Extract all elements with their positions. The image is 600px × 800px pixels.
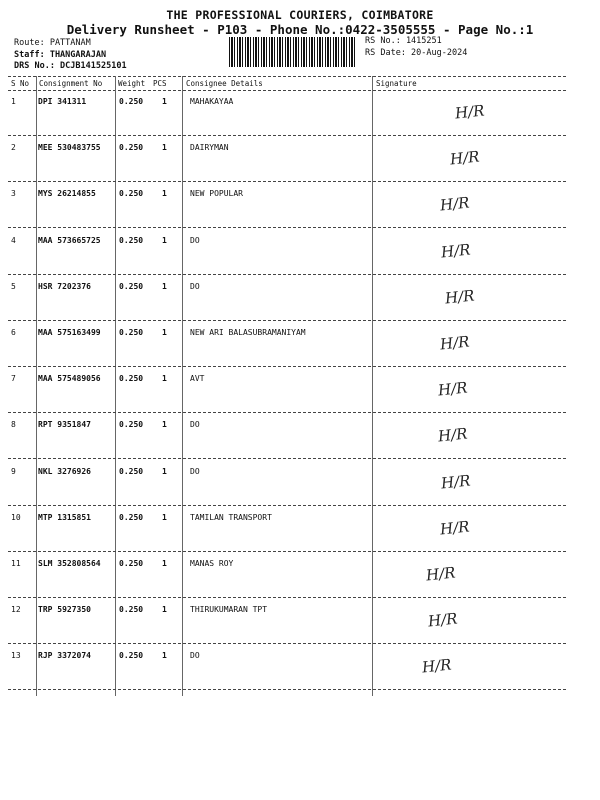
- row-weight: 0.250: [119, 328, 144, 337]
- row-consignee: DO: [190, 281, 200, 291]
- row-weight: 0.250: [119, 281, 144, 291]
- row-weight: 0.250: [119, 605, 144, 615]
- row-divider: [8, 320, 566, 321]
- handwritten-signature: H/R: [439, 193, 471, 215]
- row-consignee: DO: [190, 466, 200, 476]
- row-sno: 1: [11, 97, 16, 106]
- runsheet-title: Delivery Runsheet - P103 - Phone No.:0422-3505555 - Page No.:1: [66, 22, 534, 37]
- row-weight: 0.250: [119, 143, 144, 153]
- handwritten-signature: H/R: [444, 286, 476, 308]
- column-divider: [115, 76, 116, 696]
- staff-text: Staff: THANGARAJAN: [14, 49, 107, 60]
- handwritten-signature: H/R: [449, 147, 481, 169]
- handwritten-signature: H/R: [421, 655, 453, 677]
- handwritten-signature: H/R: [437, 424, 469, 446]
- row-pcs: 1: [162, 420, 167, 430]
- row-divider: [8, 181, 566, 182]
- table-top-border: [8, 76, 566, 77]
- handwritten-signature: H/R: [437, 378, 469, 400]
- drs-number: DRS No.: DCJB141525101: [14, 61, 127, 71]
- row-pcs: 1: [162, 466, 167, 476]
- handwritten-signature: H/R: [440, 471, 472, 493]
- row-sno: 3: [11, 189, 16, 199]
- row-divider: [8, 135, 566, 136]
- row-sno: 13: [11, 651, 21, 661]
- meta-right: [365, 36, 467, 59]
- row-consignee: AVT: [190, 374, 205, 384]
- row-consignment-no: SLM 352808564: [38, 559, 101, 568]
- column-header-weight: Weight: [118, 79, 146, 88]
- row-sno: 12: [11, 605, 21, 615]
- meta-left: [14, 38, 127, 73]
- rs-date: RS Date: 20-Aug-2024: [365, 47, 468, 58]
- row-divider: [8, 551, 566, 552]
- handwritten-signature: H/R: [425, 563, 457, 585]
- row-consignment-no: MYS 26214855: [38, 189, 96, 199]
- row-pcs: 1: [162, 189, 167, 199]
- row-pcs: 1: [162, 605, 167, 615]
- row-consignee: DAIRYMAN: [190, 143, 229, 153]
- row-sno: 6: [11, 328, 16, 337]
- header-bottom-border: [8, 90, 566, 91]
- row-sno: 2: [11, 143, 16, 153]
- column-divider: [372, 76, 373, 696]
- row-pcs: 1: [162, 559, 167, 568]
- row-divider: [8, 643, 566, 644]
- row-sno: 8: [11, 420, 16, 430]
- row-weight: 0.250: [119, 512, 144, 522]
- row-divider: [8, 689, 566, 690]
- row-sno: 4: [11, 235, 16, 245]
- row-sno: 11: [11, 559, 21, 568]
- row-weight: 0.250: [119, 189, 144, 199]
- column-divider: [36, 76, 37, 696]
- rs-number: RS No.: 1415251: [365, 36, 442, 46]
- row-divider: [8, 366, 566, 367]
- row-consignment-no: MAA 575489056: [38, 374, 101, 384]
- row-consignment-no: RJP 3372074: [38, 651, 91, 661]
- row-weight: 0.250: [119, 97, 144, 106]
- row-consignment-no: MAA 573665725: [38, 235, 101, 245]
- row-divider: [8, 227, 566, 228]
- row-weight: 0.250: [119, 374, 144, 384]
- row-consignee: MAHAKAYAA: [190, 97, 234, 106]
- row-weight: 0.250: [119, 559, 144, 568]
- handwritten-signature: H/R: [440, 240, 472, 262]
- row-divider: [8, 458, 566, 459]
- row-pcs: 1: [162, 97, 167, 106]
- row-consignment-no: NKL 3276926: [38, 466, 91, 476]
- barcode: [229, 37, 355, 67]
- company-title: THE PROFESSIONAL COURIERS, COIMBATORE: [166, 8, 434, 22]
- row-consignee: DO: [190, 651, 200, 661]
- route-text: Route: PATTANAM: [14, 38, 91, 48]
- row-pcs: 1: [162, 235, 167, 245]
- column-header-consignment: Consignment No: [39, 79, 103, 88]
- column-divider: [182, 76, 183, 696]
- row-pcs: 1: [162, 281, 167, 291]
- row-pcs: 1: [162, 143, 167, 153]
- row-divider: [8, 597, 566, 598]
- column-header-consignee: Consignee Details: [186, 79, 263, 88]
- handwritten-signature: H/R: [454, 101, 486, 123]
- row-consignee: DO: [190, 235, 200, 245]
- row-consignment-no: TRP 5927350: [38, 605, 91, 615]
- row-weight: 0.250: [119, 466, 144, 476]
- row-consignee: THIRUKUMARAN TPT: [190, 605, 268, 615]
- column-header-sno: S No: [11, 79, 30, 88]
- row-consignment-no: DPI 341311: [38, 97, 87, 106]
- row-pcs: 1: [162, 651, 167, 661]
- row-consignee: NEW POPULAR: [190, 189, 243, 199]
- row-pcs: 1: [162, 512, 167, 522]
- row-sno: 5: [11, 281, 16, 291]
- row-consignee: MANAS ROY: [190, 559, 234, 568]
- row-consignment-no: HSR 7202376: [38, 281, 91, 291]
- row-consignment-no: MEE 530483755: [38, 143, 101, 153]
- row-weight: 0.250: [119, 420, 144, 430]
- row-consignment-no: RPT 9351847: [38, 420, 91, 430]
- row-consignee: TAMILAN TRANSPORT: [190, 512, 272, 522]
- row-pcs: 1: [162, 374, 167, 384]
- column-header-signature: Signature: [376, 79, 417, 88]
- row-divider: [8, 412, 566, 413]
- row-consignment-no: MTP 1315851: [38, 512, 91, 522]
- row-pcs: 1: [162, 328, 167, 337]
- column-header-pcs: PCS: [153, 79, 167, 88]
- row-sno: 10: [11, 512, 21, 522]
- row-consignment-no: MAA 575163499: [38, 328, 101, 337]
- handwritten-signature: H/R: [439, 332, 471, 354]
- row-weight: 0.250: [119, 235, 144, 245]
- row-weight: 0.250: [119, 651, 144, 661]
- row-divider: [8, 274, 566, 275]
- row-consignee: NEW ARI BALASUBRAMANIYAM: [190, 328, 306, 337]
- handwritten-signature: H/R: [439, 517, 471, 539]
- handwritten-signature: H/R: [427, 609, 459, 631]
- row-divider: [8, 505, 566, 506]
- row-sno: 9: [11, 466, 16, 476]
- row-sno: 7: [11, 374, 16, 384]
- row-consignee: DO: [190, 420, 200, 430]
